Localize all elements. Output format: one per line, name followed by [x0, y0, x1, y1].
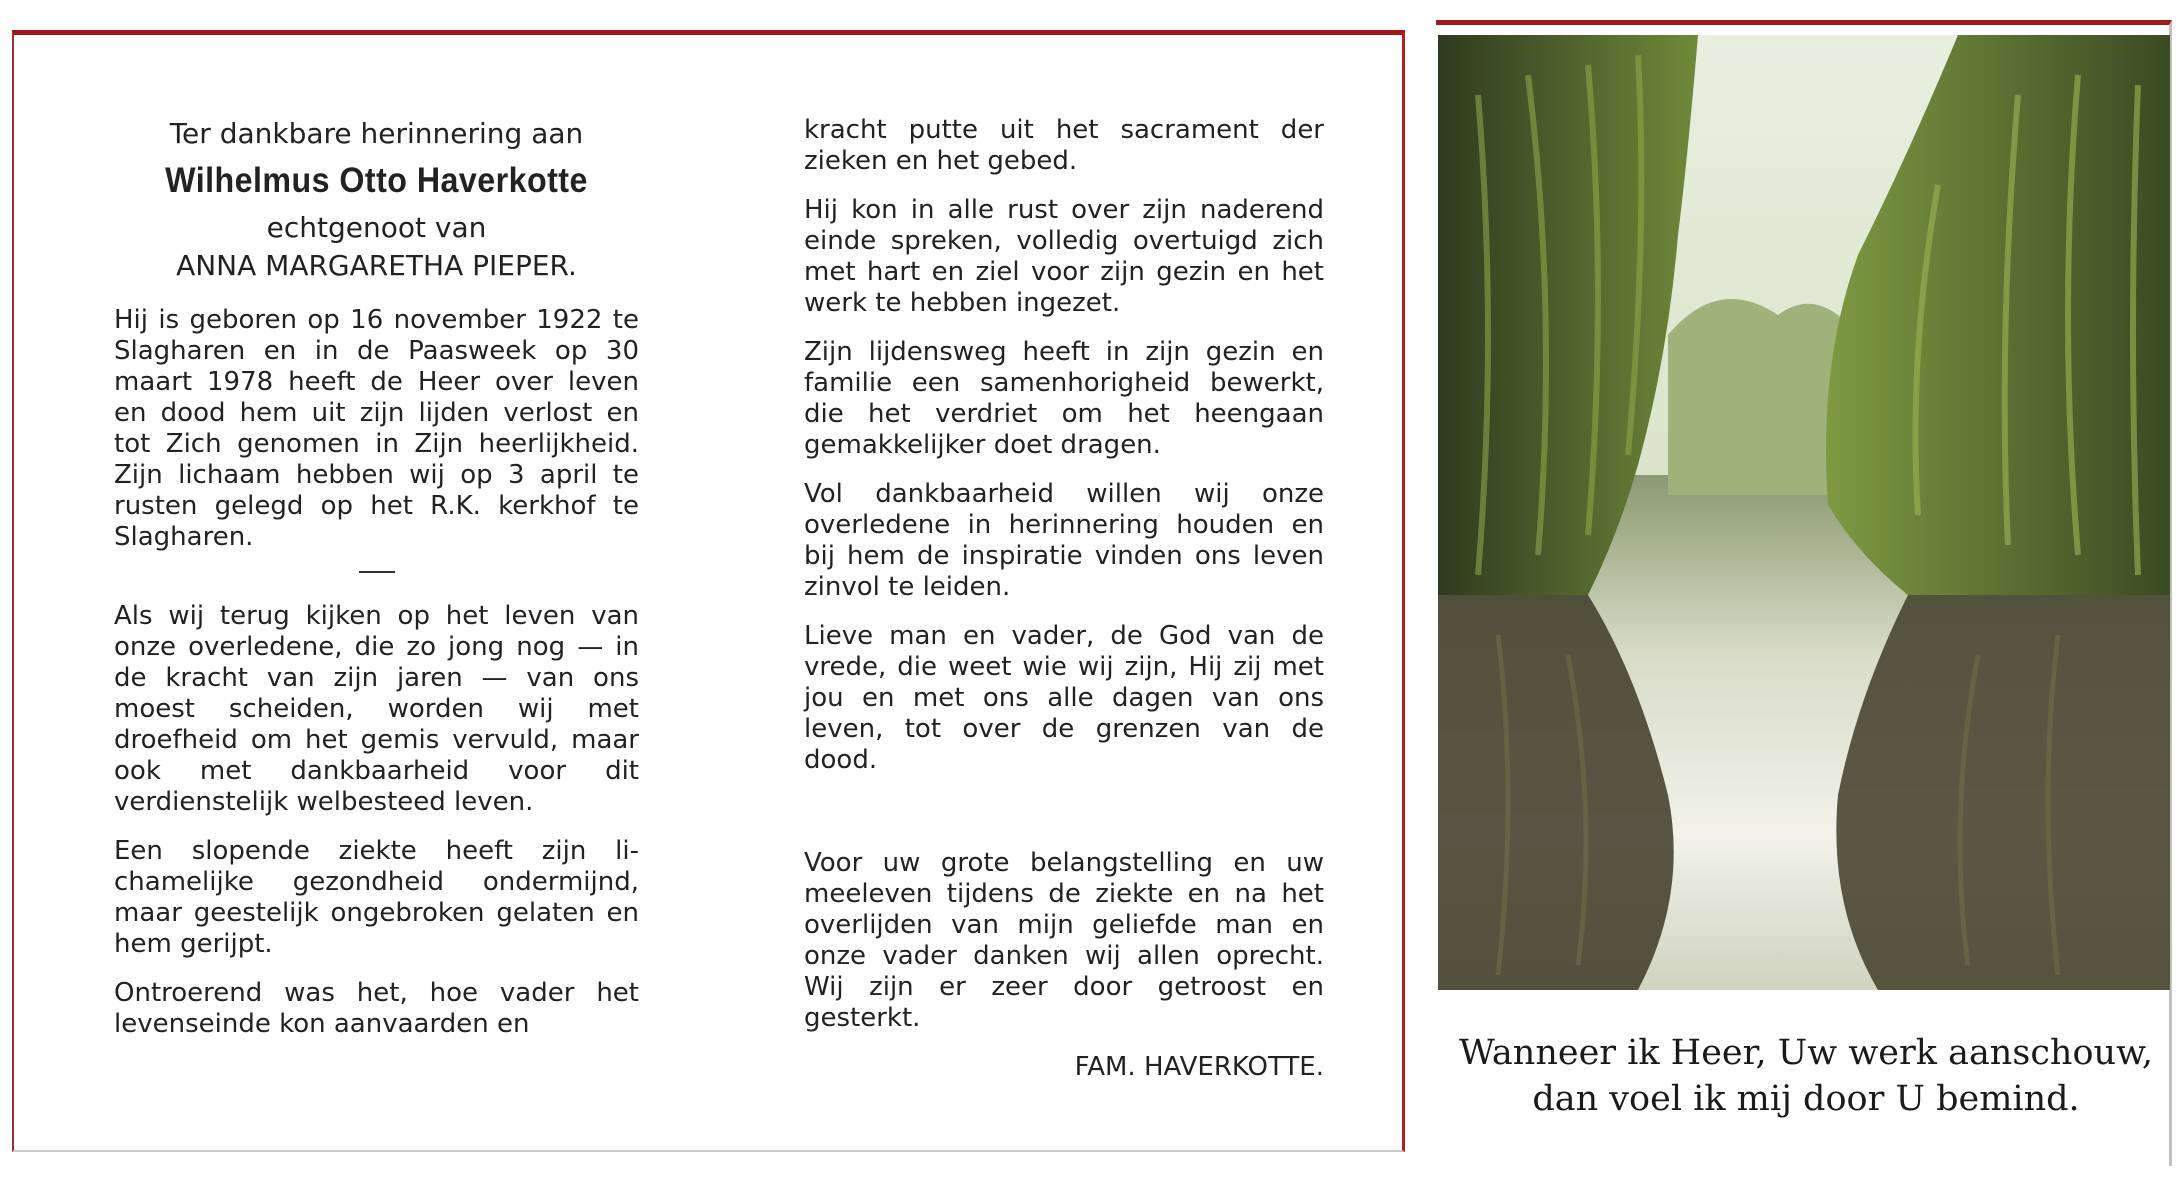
spouse-intro: echtgenoot van: [266, 211, 487, 244]
family-signature: FAM. HAVERKOTTE.: [1074, 1052, 1324, 1082]
section-divider: [359, 571, 395, 573]
prayer-caption: [1456, 1030, 2156, 1122]
left-page: [114, 115, 639, 1058]
sacrament-paragraph: kracht putte uit het sacrament der zieken en het gebed.: [804, 115, 1324, 176]
peace-paragraph: Hij kon in alle rust over zijn naderend einde spreken, volledig overtuigd zich met hart en ziel voor zijn gezin en het werk te hebben ingezet.: [804, 195, 1324, 318]
thanks-paragraph: Voor uw grote belangstelling en uw meeleven tijdens de ziekte en na het overlijden van mijn geliefde man en onze vader danken wij allen oprecht. Wij zijn er zeer door getroost en gesterkt.: [804, 848, 1324, 1033]
willow-pond-photo: [1438, 35, 2170, 990]
blessing-paragraph: Lieve man en vader, de God van de vrede, die weet wie wij zijn, Hij zij met jou en met ons alle dagen van ons leven, tot over de grenzen van de dood.: [804, 621, 1324, 775]
family-paragraph: Zijn lijdensweg heeft in zijn gezin en familie een samenhorigheid bewerkt, die het verdriet om het heengaan gemakkelijker doet dragen.: [804, 337, 1324, 460]
illness-paragraph: Een slopende ziekte heeft zijn lichamelijke gezondheid ondermijnd, maar geestelijk ongebroken gelaten en hem gerijpt.: [114, 836, 639, 959]
caption-line-1: Wanneer ik Heer, Uw werk aanschouw,: [1458, 1033, 2154, 1073]
gratitude-paragraph: Vol dankbaarheid willen wij onze overledene in herinnering houden en bij hem de inspiratie vinden ons leven zinvol te leiden.: [804, 479, 1324, 602]
acceptance-paragraph: Ontroerend was het, hoe vader het levenseinde kon aanvaarden en: [114, 978, 639, 1039]
reflection-paragraph: Als wij terug kijken op het leven van onze overledene, die zo jong nog — in de kracht van zijn jaren — van ons moest scheiden, worden wij met droefheid om het gemis vervuld, maar ook met dankbaarheid voor dit verdienstelijk welbesteed leven.: [114, 601, 639, 817]
memorial-booklet: [12, 30, 1405, 1152]
caption-line-2: dan voel ik mij door U bemind.: [1532, 1079, 2080, 1119]
intro-line: Ter dankbare herinnering aan: [169, 117, 584, 150]
deceased-name: Wilhelmus Otto Haverkotte: [165, 161, 588, 200]
biography-paragraph: Hij is geboren op 16 november 1922 te Slagharen en in de Paasweek op 30 maart 1978 heeft de Heer over leven en dood hem uit zijn lijden verlost en tot Zich genomen in Zijn heerlijkheid. Zijn lichaam hebben wij op 3 april te rusten gelegd op het R.K. kerkhof te Slagharen.: [114, 305, 639, 552]
prayer-card: [1436, 20, 2172, 1166]
right-page: [804, 115, 1324, 1083]
spouse-name: ANNA MARGARETHA PIEPER.: [176, 249, 577, 282]
